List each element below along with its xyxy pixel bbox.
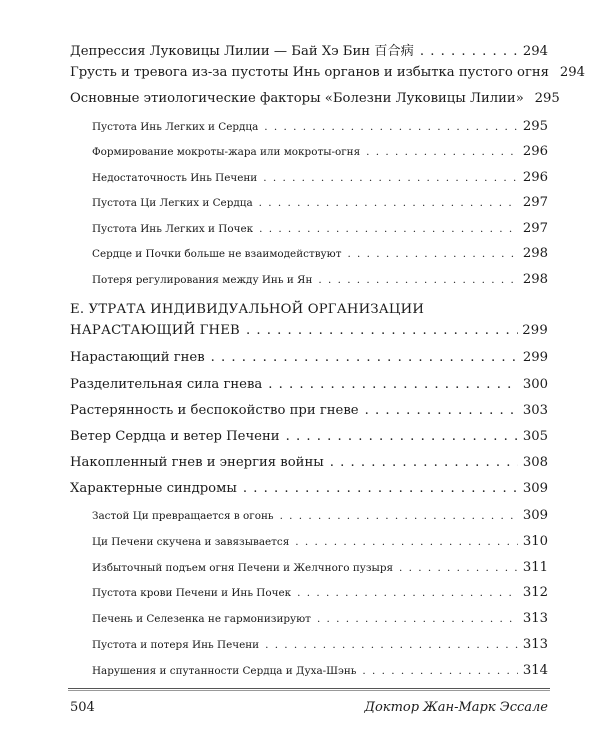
toc-leader-dots [264,121,518,133]
toc-entry-title: Пустота и потеря Инь Печени [92,639,260,651]
toc-subentry [92,119,548,134]
toc-leader-dots [259,197,518,209]
toc-leader-dots [268,377,518,392]
toc-entry [70,350,548,365]
toc-entry-title: Характерные синдромы [70,481,237,496]
toc-entry [70,429,548,444]
toc-entry-page: 305 [522,429,548,444]
toc-leader-dots [263,172,518,184]
toc-leader-dots [259,223,518,235]
toc-entry-page: 295 [522,119,548,134]
running-head-author: Доктор Жан-Марк Эссале [364,700,548,715]
toc-entry-title: Пустота крови Печени и Инь Почек [92,587,292,599]
toc-leader-dots [317,613,518,625]
toc-entry [70,91,560,106]
toc-entry-title: Нарастающий гнев [70,350,205,365]
toc-entry-page: 295 [534,91,560,106]
toc-entry-title: Разделительная сила гнева [70,377,263,392]
toc-entry-page: 299 [522,323,548,338]
toc-entry-title: Основные этиологические факторы «Болезни Луковицы Лилии» [70,91,524,106]
toc-entry-page: 300 [522,377,548,392]
toc-leader-dots [246,323,518,338]
toc-entry-title: Недостаточность Инь Печени [92,172,258,184]
toc-subentry [92,170,548,185]
toc-entry-page: 294 [522,44,548,59]
toc-entry-title: Избыточный подъем огня Печени и Желчного пузыря [92,562,394,574]
toc-subentry [92,560,548,575]
toc-entry-title: Грусть и тревога из-за пустоты Инь органов и избытка пустого огня [70,65,549,80]
toc-leader-dots [365,403,518,418]
toc-entry [70,377,548,392]
toc-entry-title: Ветер Сердца и ветер Печени [70,429,280,444]
toc-leader-dots [211,350,518,365]
toc-entry-title: Растерянность и беспокойство при гневе [70,403,359,418]
toc-entry-page: 296 [522,170,548,185]
toc-leader-dots [399,562,518,574]
toc-entry-title: Печень и Селезенка не гармонизируют [92,613,311,625]
toc-entry-title: Пустота Инь Легких и Сердца [92,121,259,133]
toc-leader-dots [330,455,518,470]
toc-leader-dots [318,274,518,286]
toc-entry-title: Сердце и Почки больше не взаимодействуют [92,248,342,260]
toc-entry-page: 296 [522,144,548,159]
toc-entry-page: 313 [522,637,548,652]
section-heading-title: НАРАСТАЮЩИЙ ГНЕВ [70,323,240,338]
toc-entry-title: Застой Ци превращается в огонь [92,510,274,522]
toc-entry-title: Нарушения и спутанности Сердца и Духа-Шэнь [92,665,357,677]
toc-leader-dots [347,248,518,260]
toc-subentry [92,144,548,159]
toc-entry-page: 298 [522,272,548,287]
toc-entry-title: Формирование мокроты-жара или мокроты-огня [92,146,361,158]
toc-entry-title: Накопленный гнев и энергия войны [70,455,324,470]
toc-entry-title: Пустота Ци Легких и Сердца [92,197,253,209]
toc-leader-dots [362,665,518,677]
toc-entry-page: 299 [522,350,548,365]
toc-leader-dots [243,481,518,496]
toc-entry [70,455,548,470]
toc-entry-title: Ци Печени скучена и завязывается [92,536,290,548]
toc-leader-dots [280,510,518,522]
toc-subentry [92,663,548,678]
toc-entry-page: 297 [522,195,548,210]
page-number: 504 [70,700,95,715]
toc-entry-page: 312 [522,585,548,600]
toc-subentry [92,637,548,652]
toc-entry [70,65,585,80]
toc-subentry [92,272,548,287]
toc-entry [70,40,548,59]
toc-entry-page: 297 [522,221,548,236]
toc-entry-page: 309 [522,481,548,496]
footer-rule [68,688,550,689]
toc-entry-page: 309 [522,508,548,523]
toc-entry [70,403,548,418]
toc-leader-dots [366,146,518,158]
toc-subentry [92,534,548,549]
toc-leader-dots [297,587,518,599]
toc-leader-dots [295,536,518,548]
toc-leader-dots [420,44,518,59]
toc-entry-title: Депрессия Луковицы Лилии — Бай Хэ Бин 百合病 [70,44,414,59]
toc-entry-title: Пустота Инь Легких и Почек [92,223,254,235]
toc-entry-page: 313 [522,611,548,626]
toc-leader-dots [286,429,518,444]
toc-subentry [92,508,548,523]
toc-subentry [92,585,548,600]
toc-entry-page: 303 [522,403,548,418]
toc-entry-page: 311 [522,560,548,575]
toc-entry-page: 314 [522,663,548,678]
toc-subentry [92,221,548,236]
section-heading-entry [70,323,548,338]
footer-rule-secondary [68,690,550,691]
toc-entry-page: 298 [522,246,548,261]
toc-entry-page: 310 [522,534,548,549]
toc-entry-page: 308 [522,455,548,470]
toc-entry [70,481,548,496]
toc-leader-dots [265,639,518,651]
toc-subentry [92,246,548,261]
toc-entry-title: Потеря регулирования между Инь и Ян [92,274,313,286]
toc-subentry [92,195,548,210]
toc-subentry [92,611,548,626]
section-heading: Е. УТРАТА ИНДИВИДУАЛЬНОЙ ОРГАНИЗАЦИИ [70,302,425,317]
toc-entry-page: 294 [559,65,585,80]
